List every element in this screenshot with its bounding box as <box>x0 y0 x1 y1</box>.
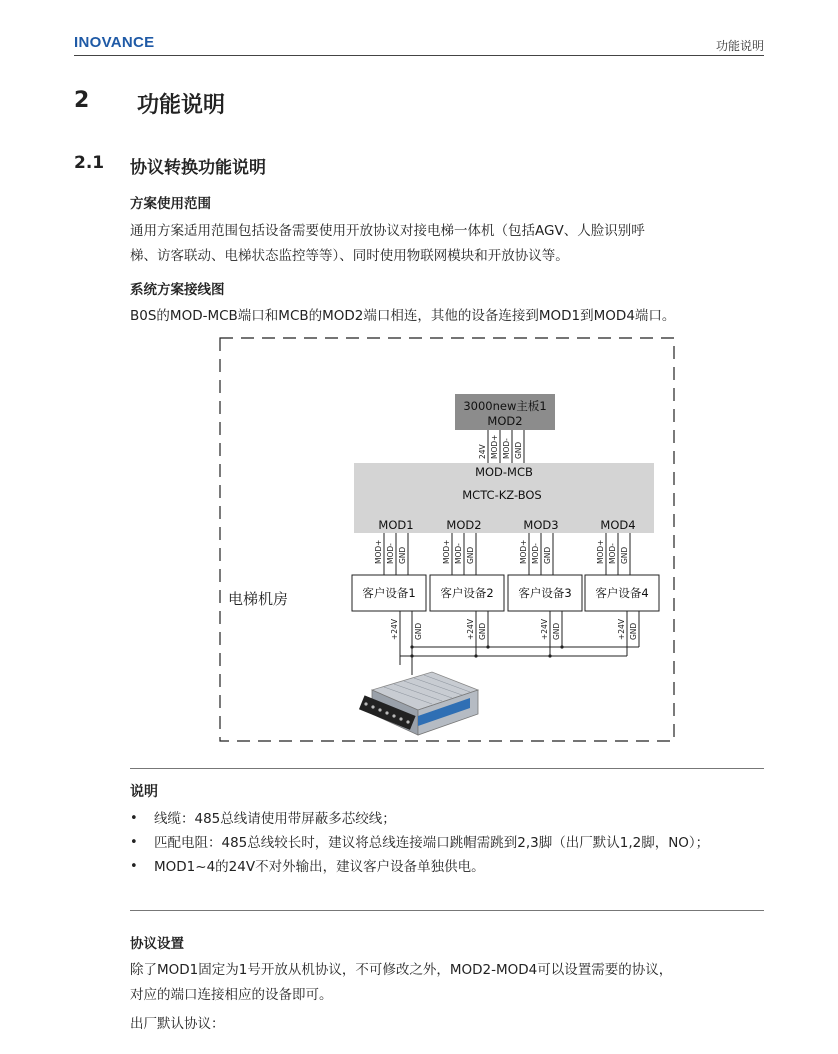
port-pin-labels <box>374 540 629 564</box>
pin-label: GND <box>478 622 487 640</box>
pin-label: GND <box>514 441 523 459</box>
scope-heading: 方案使用范围 <box>130 196 211 212</box>
notes-list <box>128 808 768 880</box>
chapter-number: 2 <box>74 88 90 113</box>
pin-label: +24V <box>466 619 475 640</box>
chapter-title: 功能说明 <box>137 93 226 118</box>
pin-label: MOD+ <box>490 434 499 459</box>
wiring-text: B0S的MOD-MCB端口和MCB的MOD2端口相连，其他的设备连接到MOD1到MOD4端口。 <box>130 308 676 324</box>
pin-label: 24V <box>478 444 487 459</box>
notes-title: 说明 <box>130 784 158 800</box>
pin-label: GND <box>629 622 638 640</box>
wiring-heading: 系统方案接线图 <box>130 282 225 298</box>
port-label-mod4: MOD4 <box>600 518 636 532</box>
pin-label: +24V <box>390 619 399 640</box>
pin-label: GND <box>466 546 475 564</box>
note-text: 线缆：485总线请使用带屏蔽多芯绞线； <box>154 811 396 827</box>
device-label-3: 客户设备3 <box>518 586 572 600</box>
section-title: 协议转换功能说明 <box>130 158 266 178</box>
brand-logo: INOVANCE <box>74 34 155 51</box>
port-label-mod3: MOD3 <box>523 518 559 532</box>
port-label-mod2: MOD2 <box>446 518 482 532</box>
section-number: 2.1 <box>74 153 105 173</box>
pin-label: MOD- <box>454 543 463 564</box>
pin-label: MOD+ <box>442 539 451 564</box>
device-label-2: 客户设备2 <box>440 586 494 600</box>
bullet-icon: • <box>130 859 138 874</box>
notes-top-divider <box>130 768 764 769</box>
main-board-port: MOD2 <box>487 414 523 428</box>
bullet-icon: • <box>130 811 138 826</box>
default-protocol-label: 出厂默认协议： <box>130 1016 225 1032</box>
pin-label: GND <box>398 546 407 564</box>
bos-port-label: MOD-MCB <box>475 465 533 479</box>
main-board-label: 3000new主板1 <box>463 399 547 413</box>
header-section-label: 功能说明 <box>715 39 764 53</box>
scope-line-1: 通用方案适用范围包括设备需要使用开放协议对接电梯一体机（包括AGV、人脸识别呼 <box>130 223 645 239</box>
bullet-icon: • <box>130 835 138 850</box>
pin-label: +24V <box>540 619 549 640</box>
protocol-heading: 协议设置 <box>130 936 184 952</box>
pin-label: MOD+ <box>596 539 605 564</box>
list-item <box>128 832 768 854</box>
notes-bottom-divider <box>130 910 764 911</box>
pin-label: GND <box>620 546 629 564</box>
pin-label: GND <box>552 622 561 640</box>
pin-label: MOD+ <box>519 539 528 564</box>
power-pin-labels <box>390 618 638 640</box>
note-text: MOD1~4的24V不对外输出，建议客户设备单独供电。 <box>154 859 485 875</box>
pin-label: +24V <box>617 619 626 640</box>
pin-label: MOD- <box>502 438 511 459</box>
device-label-1: 客户设备1 <box>362 586 416 600</box>
bos-name: MCTC-KZ-BOS <box>462 488 542 502</box>
list-item <box>128 856 768 878</box>
pin-label: GND <box>414 622 423 640</box>
protocol-line-1: 除了MOD1固定为1号开放从机协议，不可修改之外，MOD2-MOD4可以设置需要的协议， <box>130 962 673 978</box>
port-label-mod1: MOD1 <box>378 518 414 532</box>
port-wires <box>384 533 630 575</box>
room-label: 电梯机房 <box>228 590 289 608</box>
pin-label: MOD- <box>386 543 395 564</box>
list-item <box>128 808 768 830</box>
pin-label: MOD- <box>531 543 540 564</box>
scope-line-2: 梯、访客联动、电梯状态监控等等）、同时使用物联网模块和开放协议等。 <box>130 248 569 264</box>
power-supply-image <box>359 672 478 735</box>
pin-label: MOD- <box>608 543 617 564</box>
note-text: 匹配电阻：485总线较长时，建议将总线连接端口跳帽需跳到2,3脚（出厂默认1,2脚，NO）； <box>154 835 710 851</box>
power-wires <box>400 611 639 675</box>
pin-label: MOD+ <box>374 539 383 564</box>
device-label-4: 客户设备4 <box>595 586 649 600</box>
protocol-line-2: 对应的端口连接相应的设备即可。 <box>130 987 333 1003</box>
pin-label: GND <box>543 546 552 564</box>
